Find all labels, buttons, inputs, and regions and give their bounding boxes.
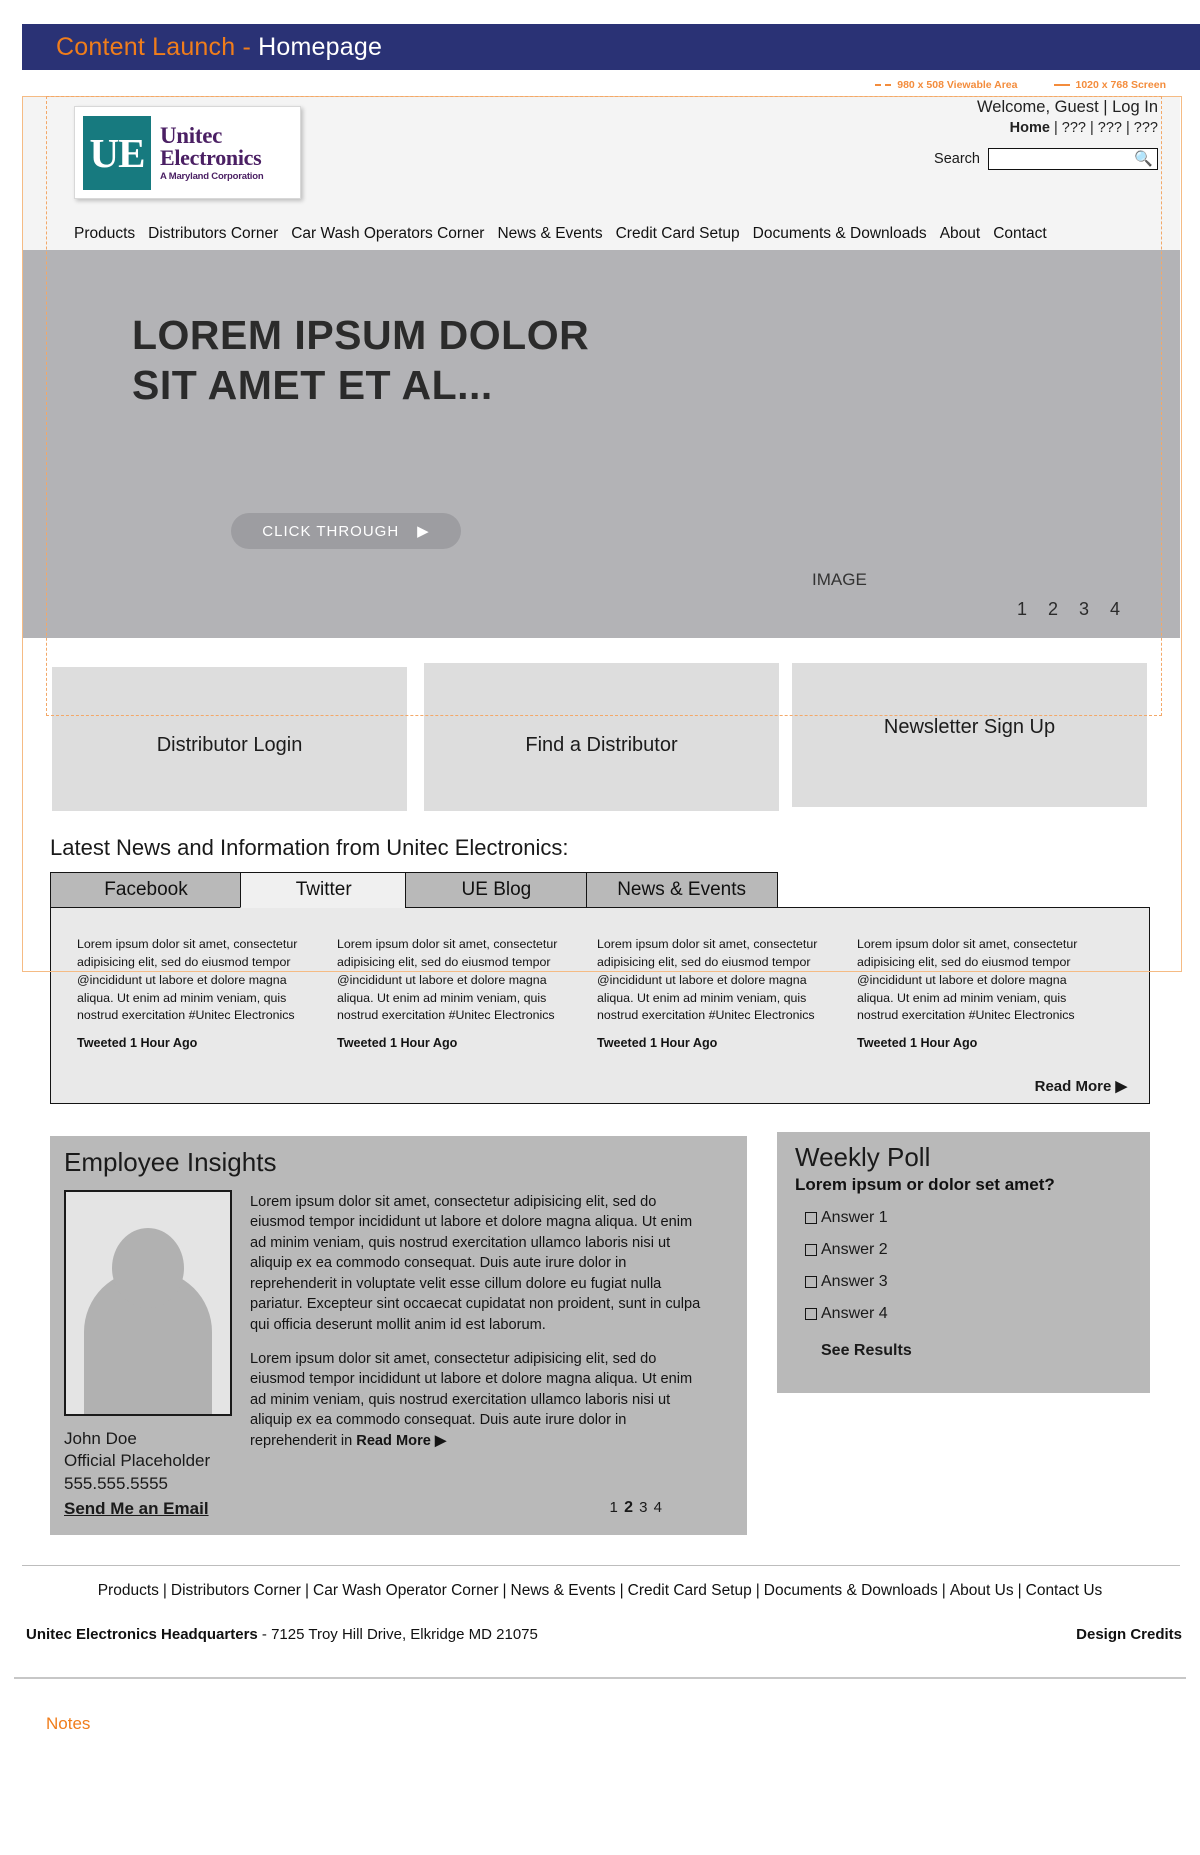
wireframe-title-bar <box>22 24 1200 70</box>
wireframe-page-name: Homepage <box>258 32 383 61</box>
nav-item-news-events[interactable]: News & Events <box>497 225 603 242</box>
news-item-list <box>51 908 1149 1052</box>
employee-insights-panel <box>50 1136 747 1535</box>
footer-divider-bottom <box>14 1677 1186 1679</box>
news-item[interactable] <box>77 936 309 1052</box>
footer-link-documents-downloads[interactable]: Documents & Downloads <box>763 1582 938 1599</box>
hero-pager-1[interactable]: 1 <box>1016 599 1027 619</box>
employee-insights-paragraph-1: Lorem ipsum dolor sit amet, consectetur adipisicing elit, sed do eiusmod tempor incididunt ut labore et dolore magna aliqua. Ut enim ad minim veniam, quis nostrud exercitation ullamco laboris nisi ut aliquip ex ea commodo consequat. Duis aute irure dolor in reprehenderit in voluptate velit esse cillum dolore eu fugiat nulla pariatur. Excepteur sint occaecat cupidatat non proident, sunt in culpa qui officia deserunt mollit anim id est laborum. <box>250 1194 701 1333</box>
poll-option-3[interactable] <box>805 1273 1150 1291</box>
news-item[interactable] <box>337 936 569 1052</box>
nav-item-contact[interactable]: Contact <box>993 225 1047 242</box>
promo-box-row <box>52 663 1152 811</box>
footer-link-distributors-corner[interactable]: Distributors Corner <box>170 1582 301 1599</box>
weekly-poll-question: Lorem ipsum or dolor set amet? <box>795 1175 1055 1194</box>
footer-link-news-events[interactable]: News & Events <box>510 1582 616 1599</box>
site-header <box>22 97 1180 250</box>
footer-navigation <box>0 1582 1200 1600</box>
tab-twitter[interactable] <box>240 872 407 908</box>
footer-link-products[interactable]: Products <box>97 1582 159 1599</box>
news-tab-panel <box>50 907 1150 1104</box>
news-read-more-link[interactable]: Read More ▶ <box>1034 1078 1127 1095</box>
person-head-icon <box>112 1228 184 1308</box>
site-logo[interactable] <box>74 106 301 199</box>
footer-separator: | <box>502 1582 507 1599</box>
employee-phone: 555.555.5555 <box>64 1473 168 1493</box>
search-field[interactable] <box>988 148 1158 170</box>
news-item-timestamp: Tweeted 1 Hour Ago <box>597 1036 718 1051</box>
checkbox-icon[interactable] <box>805 1276 817 1288</box>
hero-headline-line1: LOREM IPSUM DOLOR <box>132 312 590 358</box>
employee-title: Official Placeholder <box>64 1451 211 1471</box>
nav-item-distributors-corner[interactable]: Distributors Corner <box>148 225 279 242</box>
promo-find-a-distributor[interactable] <box>424 663 779 811</box>
poll-option-2-label: Answer 2 <box>821 1241 888 1258</box>
hero-headline <box>132 310 589 410</box>
news-item-body: Lorem ipsum dolor sit amet, consectetur adipisicing elit, sed do eiusmod tempor @incididunt ut labore et dolore magna aliqua. Ut enim ad minim veniam, quis nostrud exercitation #Unitec Electronics <box>77 937 298 1023</box>
dashed-rule-icon <box>875 84 891 86</box>
tab-ue-blog[interactable] <box>405 872 587 908</box>
see-results-link[interactable]: See Results <box>821 1342 912 1359</box>
employee-contact-block <box>64 1428 210 1521</box>
hero-pager-4[interactable]: 4 <box>1109 599 1120 619</box>
search-row <box>934 148 1158 170</box>
promo-find-a-distributor-label: Find a Distributor <box>525 733 678 756</box>
poll-option-2[interactable] <box>805 1241 1150 1259</box>
wireframe-title-text <box>56 33 382 62</box>
footer-link-credit-card-setup[interactable]: Credit Card Setup <box>627 1582 752 1599</box>
news-tab-strip <box>50 872 776 908</box>
employee-email-link[interactable]: Send Me an Email <box>64 1499 209 1519</box>
hero-slide-pager <box>1017 599 1120 620</box>
footer-separator: | <box>941 1582 946 1599</box>
tab-ue-blog-label: UE Blog <box>461 879 532 900</box>
welcome-log-in[interactable]: Welcome, Guest | Log In <box>977 98 1158 116</box>
logo-line-electronics: Electronics <box>160 144 262 170</box>
weekly-poll-heading: Weekly Poll <box>795 1142 931 1172</box>
insights-pager-3[interactable]: 3 <box>639 1499 649 1516</box>
checkbox-icon[interactable] <box>805 1308 817 1320</box>
insights-pager-1[interactable]: 1 <box>609 1499 619 1516</box>
hero-pager-2[interactable]: 2 <box>1047 599 1058 619</box>
employee-insights-paragraph-2: Lorem ipsum dolor sit amet, consectetur adipisicing elit, sed do eiusmod tempor incididunt ut labore et dolore magna aliqua. Ut enim ad minim veniam, quis nostrud exercitation ullamco laboris nisi ut aliquip ex ea commodo consequat. Duis aute irure dolor in reprehenderit in <box>250 1350 693 1449</box>
logo-mark-ue: UE <box>83 116 151 190</box>
nav-item-credit-card-setup[interactable]: Credit Card Setup <box>615 225 740 242</box>
news-item-body: Lorem ipsum dolor sit amet, consectetur adipisicing elit, sed do eiusmod tempor @incididunt ut labore et dolore magna aliqua. Ut enim ad minim veniam, quis nostrud exercitation #Unitec Electronics <box>337 937 558 1023</box>
employee-insights-read-more-link[interactable]: Read More ▶ <box>356 1432 447 1449</box>
weekly-poll-panel <box>777 1132 1150 1393</box>
promo-newsletter-sign-up[interactable] <box>792 663 1147 807</box>
poll-option-3-label: Answer 3 <box>821 1273 888 1290</box>
footer-address-label: Unitec Electronics Headquarters <box>26 1626 258 1643</box>
tab-news-events-label: News & Events <box>617 879 747 900</box>
footer-separator: | <box>755 1582 760 1599</box>
news-item-body: Lorem ipsum dolor sit amet, consectetur adipisicing elit, sed do eiusmod tempor @incididunt ut labore et dolore magna aliqua. Ut enim ad minim veniam, quis nostrud exercitation #Unitec Electronics <box>857 937 1078 1023</box>
legend-screen-label: 1020 x 768 Screen <box>1075 79 1166 91</box>
logo-wordmark <box>160 124 263 182</box>
logo-line-tagline: A Maryland Corporation <box>160 170 264 182</box>
news-item-timestamp: Tweeted 1 Hour Ago <box>857 1036 978 1051</box>
employee-name: John Doe <box>64 1429 137 1448</box>
news-item-timestamp: Tweeted 1 Hour Ago <box>337 1036 458 1051</box>
employee-insights-body <box>250 1192 712 1451</box>
news-item[interactable] <box>597 936 829 1052</box>
footer-separator: | <box>162 1582 167 1599</box>
poll-option-1[interactable] <box>805 1209 1150 1227</box>
nav-item-car-wash-operators-corner[interactable]: Car Wash Operators Corner <box>291 225 485 242</box>
guide-legend <box>875 79 1166 91</box>
footer-divider-top <box>22 1565 1180 1566</box>
design-credits-link[interactable]: Design Credits <box>1076 1626 1182 1643</box>
wireframe-project-name: Content Launch <box>56 32 236 61</box>
search-label: Search <box>934 151 980 167</box>
footer-link-contact-us[interactable]: Contact Us <box>1025 1582 1103 1599</box>
promo-distributor-login-label: Distributor Login <box>156 733 303 756</box>
nav-item-products[interactable]: Products <box>74 225 136 242</box>
breadcrumb-rest: | ??? | ??? | ??? <box>1049 120 1158 136</box>
checkbox-icon[interactable] <box>805 1244 817 1256</box>
legend-screen-size <box>1054 79 1167 91</box>
search-input[interactable] <box>993 152 1153 166</box>
news-item[interactable] <box>857 936 1089 1052</box>
footer-link-car-wash-operator-corner[interactable]: Car Wash Operator Corner <box>313 1582 499 1599</box>
news-item-timestamp: Tweeted 1 Hour Ago <box>77 1036 198 1051</box>
tab-facebook-label: Facebook <box>104 879 188 900</box>
logo-line-unitec: Unitec <box>160 122 223 148</box>
hero-image-placeholder-label: IMAGE <box>812 570 867 589</box>
legend-viewable-area <box>875 79 1017 91</box>
footer-separator: | <box>304 1582 309 1599</box>
breadcrumb[interactable] <box>934 120 1158 136</box>
header-utility-area <box>934 97 1158 170</box>
news-section-heading: Latest News and Information from Unitec Electronics: <box>50 835 569 860</box>
footer-link-about-us[interactable]: About Us <box>949 1582 1014 1599</box>
tab-twitter-label: Twitter <box>295 879 352 900</box>
poll-option-4-label: Answer 4 <box>821 1305 888 1322</box>
footer-separator: | <box>1017 1582 1022 1599</box>
wireframe-title-dash: - <box>242 32 252 61</box>
news-item-body: Lorem ipsum dolor sit amet, consectetur adipisicing elit, sed do eiusmod tempor @incididunt ut labore et dolore magna aliqua. Ut enim ad minim veniam, quis nostrud exercitation #Unitec Electronics <box>597 937 818 1023</box>
poll-option-4[interactable] <box>805 1305 1150 1323</box>
tab-facebook[interactable] <box>50 872 242 908</box>
play-arrow-icon: ▶ <box>417 523 430 540</box>
footer-address <box>26 1626 538 1643</box>
search-icon[interactable]: 🔍 <box>1134 150 1153 168</box>
checkbox-icon[interactable] <box>805 1212 817 1224</box>
main-navigation <box>74 225 1047 243</box>
hero-headline-line2: SIT AMET ET AL... <box>132 362 493 409</box>
hero-banner <box>22 250 1180 638</box>
footer-separator: | <box>619 1582 624 1599</box>
click-through-button[interactable] <box>231 513 461 549</box>
poll-option-1-label: Answer 1 <box>821 1209 888 1226</box>
solid-rule-icon <box>1054 84 1070 86</box>
tab-news-events[interactable] <box>586 872 778 908</box>
footer-address-text: - 7125 Troy Hill Drive, Elkridge MD 21075 <box>257 1626 538 1643</box>
nav-item-about[interactable]: About <box>939 225 981 242</box>
employee-insights-pager <box>610 1499 663 1517</box>
insights-pager-4[interactable]: 4 <box>653 1499 663 1516</box>
promo-distributor-login[interactable] <box>52 667 407 811</box>
employee-insights-paragraph-2-wrapper <box>250 1349 712 1451</box>
click-through-label: CLICK THROUGH <box>262 522 400 540</box>
nav-item-documents-downloads[interactable]: Documents & Downloads <box>752 225 927 242</box>
insights-pager-2-current[interactable]: 2 <box>624 1499 634 1516</box>
hero-pager-3[interactable]: 3 <box>1078 599 1089 619</box>
employee-insights-heading: Employee Insights <box>64 1147 277 1177</box>
breadcrumb-home[interactable]: Home <box>1009 120 1050 136</box>
legend-viewable-label: 980 x 508 Viewable Area <box>897 79 1018 91</box>
employee-photo-placeholder <box>64 1190 232 1416</box>
notes-label: Notes <box>46 1714 91 1733</box>
promo-newsletter-sign-up-label: Newsletter Sign Up <box>883 716 1056 738</box>
